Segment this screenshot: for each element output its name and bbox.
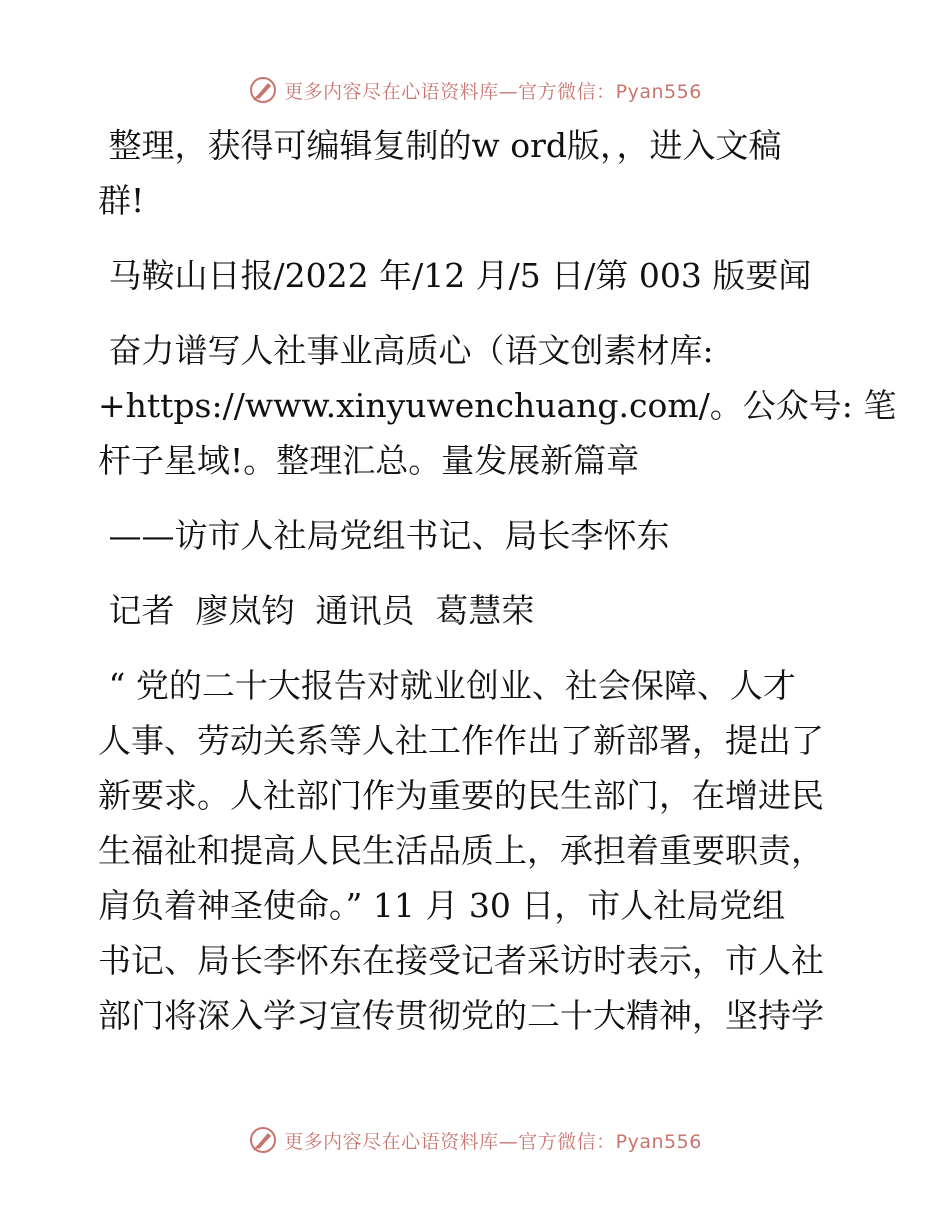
body-line: “ 党的二十大报告对就业创业、社会保障、人才 [98,666,796,705]
quill-pen-logo-icon [248,75,278,105]
footer-banner-text: 更多内容尽在心语资料库—官方微信：Pyan556 [284,1130,702,1153]
body-line: 书记、局长李怀东在接受记者采访时表示，市人社 [98,941,824,980]
body-line: 部门将深入学习宣传贯彻党的二十大精神，坚持学 [98,996,824,1035]
intro-line: 整理，获得可编辑复制的w ord版，，进入文稿 [98,126,782,165]
source-line: 马鞍山日报/2022 年/12 月/5 日/第 003 版要闻 [98,256,812,295]
quill-pen-logo-icon [248,1125,278,1155]
headline-line: 奋力谱写人社事业高质心（语文创素材库: [98,331,714,370]
body-line: 生福祉和提高人民生活品质上，承担着重要职责， [98,831,824,870]
body-line: 肩负着神圣使命。” 11 月 30 日，市人社局党组 [98,886,786,925]
body-line: 新要求。人社部门作为重要的民生部门，在增进民 [98,776,824,815]
header-banner [0,70,950,110]
byline: 记者 廖岚钧 通讯员 葛慧荣 [98,591,535,630]
body-line: 人事、劳动关系等人社工作作出了新部署，提出了 [98,721,824,760]
headline-line: +https://www.xinyuwenchuang.com/。公众号: 笔 [98,386,897,425]
header-banner-text: 更多内容尽在心语资料库—官方微信：Pyan556 [284,80,702,103]
headline-line: 杆子星域!。整理汇总。量发展新篇章 [98,441,640,480]
intro-line: 群! [98,181,145,220]
footer-banner [0,1120,950,1160]
subheadline: ——访市人社局党组书记、局长李怀东 [98,516,670,555]
document-body [98,118,897,1043]
